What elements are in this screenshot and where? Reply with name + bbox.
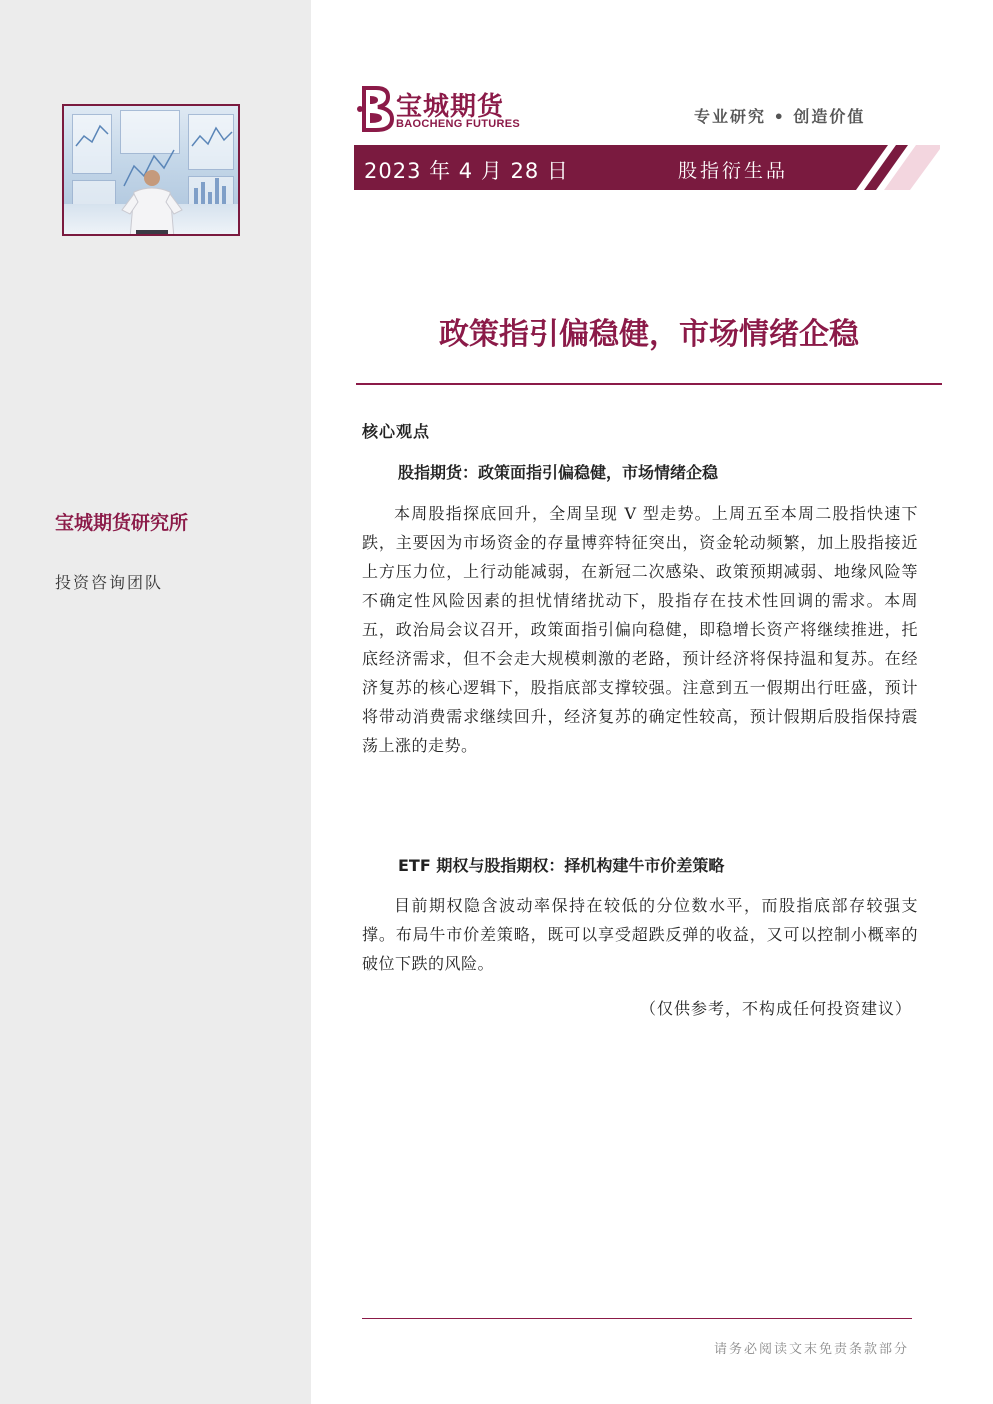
section2-body: 目前期权隐含波动率保持在较低的分位数水平，而股指底部存较强支撑。布局牛市价差策略，既可以享受超跌反弹的收益，又可以控制小概率的破位下跌的风险。	[362, 896, 918, 973]
report-date: 2023 年 4 月 28 日	[364, 159, 569, 183]
company-logo	[356, 84, 526, 134]
sidebar	[0, 0, 311, 1404]
footer-divider	[362, 1318, 912, 1319]
research-institute-name: 宝城期货研究所	[55, 512, 189, 534]
cover-image	[62, 104, 240, 236]
person-figure-icon	[64, 106, 240, 236]
core-view-heading: 核心观点	[362, 422, 431, 441]
logo-chinese-text: 宝城期货	[396, 92, 505, 122]
section1-body: 本周股指探底回升，全周呈现 V 型走势。上周五至本周二股指快速下跌，主要因为市场资金的存量博弈特征突出，资金轮动频繁，加上股指接近上方压力位，上行动能减弱，在新冠二次感染、政策预期减弱、地缘风险等不确定性风险因素的担忧情绪扰动下，股指存在技术性回调的需求。本周五，政治局会议召开，政策面指引偏向稳健，即稳增长资产将继续推进，托底经济需求，但不会走大规模刺激的老路，预计经济将保持温和复苏。在经济复苏的核心逻辑下，股指底部支撑较强。注意到五一假期出行旺盛，预计将带动消费需求继续回升，经济复苏的确定性较高，预计假期后股指保持震荡上涨的走势。	[362, 504, 918, 755]
title-divider	[356, 383, 942, 385]
baocheng-logo-icon	[356, 84, 398, 132]
team-name: 投资咨询团队	[55, 573, 164, 592]
disclaimer-note: （仅供参考，不构成任何投资建议）	[639, 999, 912, 1018]
slogan: 专业研究 • 创造价值	[694, 107, 866, 126]
footer-disclaimer: 请务必阅读文末免责条款部分	[713, 1342, 909, 1357]
report-title: 政策指引偏稳健，市场情绪企稳	[439, 317, 859, 352]
logo-english-text: BAOCHENG FUTURES	[396, 118, 520, 130]
section2-heading: ETF 期权与股指期权：择机构建牛市价差策略	[398, 856, 725, 875]
date-category-banner	[354, 145, 940, 190]
section1-heading: 股指期货：政策面指引偏稳健，市场情绪企稳	[398, 463, 719, 482]
report-category: 股指衍生品	[678, 160, 789, 182]
